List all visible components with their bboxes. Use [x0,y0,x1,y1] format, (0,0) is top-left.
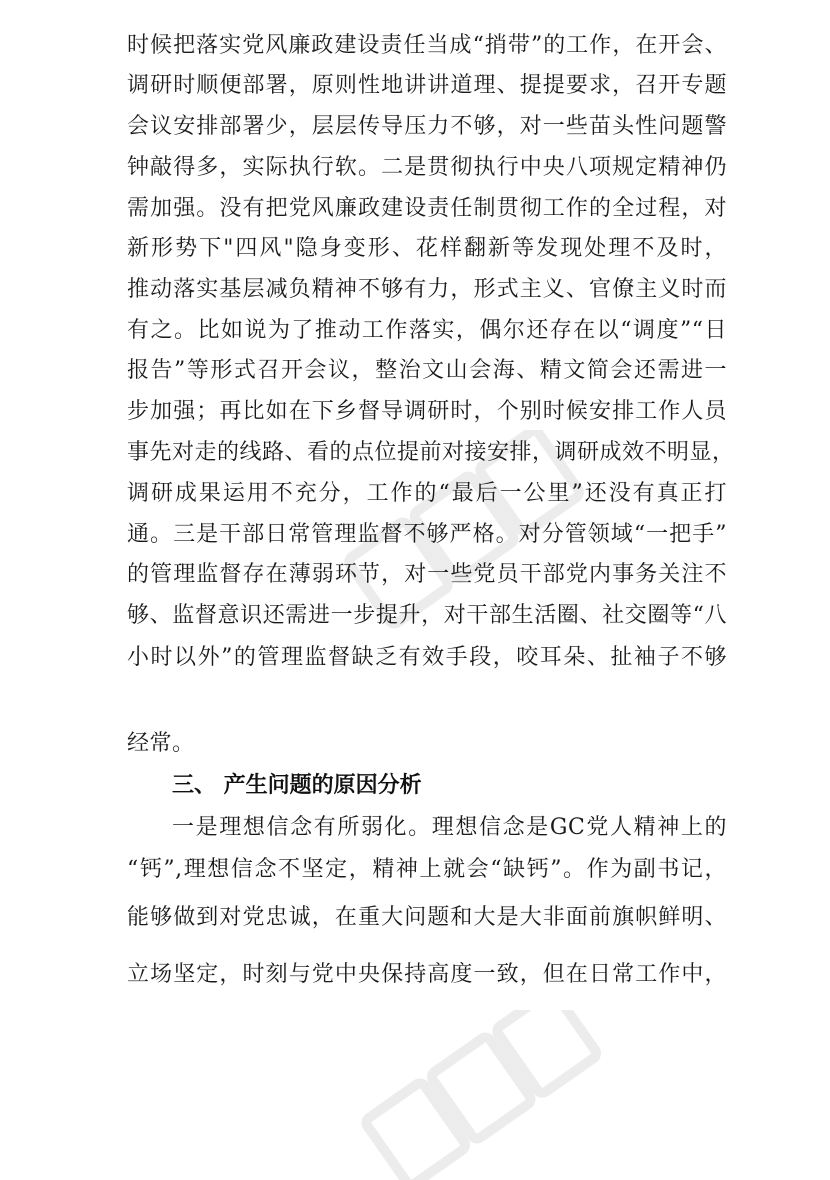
paragraph-line: 立场坚定，时刻与党中央保持高度一致，但在日常工作中， [127,962,727,987]
watermark-graphic-bottom [330,1010,630,1180]
paragraph-line: 一是理想信念有所弱化。理想信念是GC党人精神上的 [172,815,727,840]
paragraph-line: 需加强。没有把党风廉政建设责任制贯彻工作的全过程，对 [127,196,727,221]
section-heading: 三、 产生问题的原因分析 [172,773,422,798]
paragraph-line: 调研时顺便部署，原则性地讲讲道理、提提要求，召开专题 [127,73,727,98]
paragraph-line: 推动落实基层减负精神不够有力，形式主义、官僚主义时而 [127,277,727,302]
paragraph-line: 钟敲得多，实际执行软。二是贯彻执行中央八项规定精神仍 [127,155,727,180]
paragraph-line: 经常。 [127,731,195,756]
paragraph-line: 小时以外”的管理监督缺乏有效手段，咬耳朵、扯袖子不够 [127,645,727,670]
paragraph-line: 新形势下"四风"隐身变形、花样翻新等发现处理不及时， [127,236,727,261]
paragraph-line: “钙”,理想信念不坚定，精神上就会“缺钙”。作为副书记， [127,857,727,882]
paragraph-line: 步加强；再比如在下乡督导调研时，个别时候安排工作人员 [127,399,727,424]
paragraph-line: 有之。比如说为了推动工作落实，偶尔还存在以“调度”“日 [127,318,727,343]
paragraph-line: 调研成果运用不充分，工作的“最后一公里”还没有真正打 [127,481,727,506]
paragraph-line: 通。三是干部日常管理监督不够严格。对分管领域“一把手” [127,522,727,547]
paragraph-line: 报告”等形式召开会议，整治文山会海、精文简会还需进一 [127,358,727,383]
paragraph-line: 够、监督意识还需进一步提升，对干部生活圈、社交圈等“八 [127,603,727,628]
paragraph-line: 会议安排部署少，层层传导压力不够，对一些苗头性问题警 [127,114,727,139]
paragraph-line: 能够做到对党忠诚，在重大问题和大是大非面前旗帜鲜明、 [127,905,727,930]
paragraph-line: 事先对走的线路、看的点位提前对接安排，调研成效不明显， [127,440,735,465]
paragraph-line: 的管理监督存在薄弱环节，对一些党员干部党内事务关注不 [127,562,727,587]
paragraph-line: 时候把落实党风廉政建设责任当成“捎带”的工作，在开会、 [127,33,727,58]
